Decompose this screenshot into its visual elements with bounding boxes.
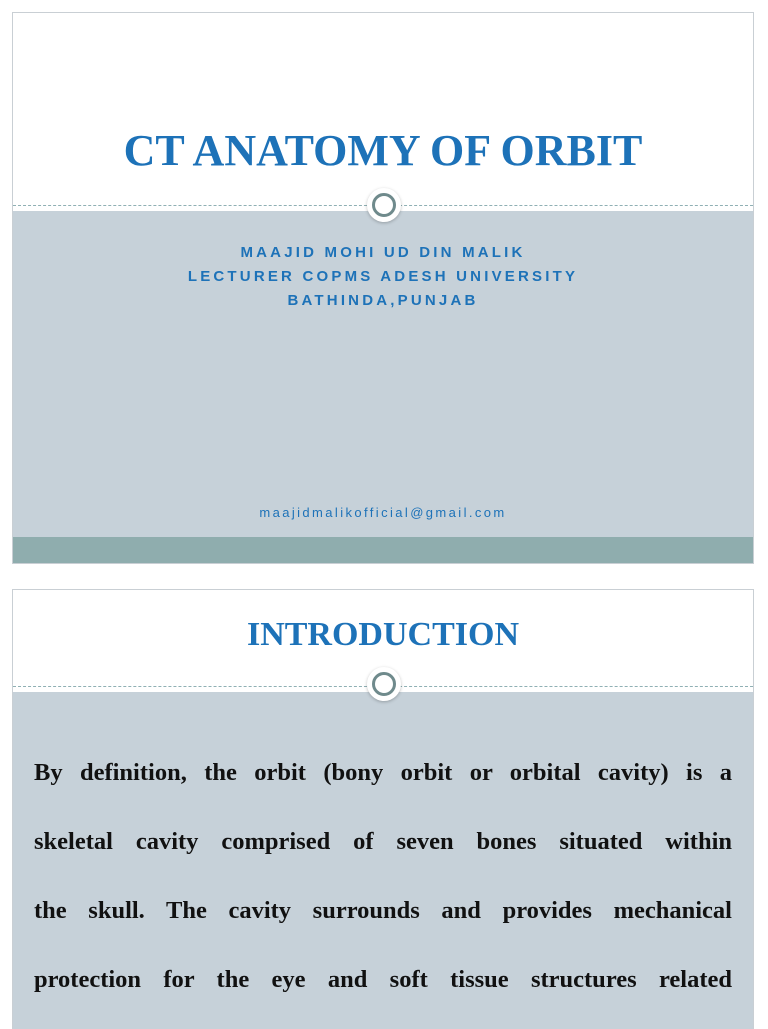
author-name: MAAJID MOHI UD DIN MALIK	[240, 244, 526, 261]
paragraph-line: protection for the eye and soft tissue structures related	[34, 966, 732, 993]
author-email: maajidmalikofficial@gmail.com	[259, 505, 507, 520]
ring-icon	[372, 672, 396, 696]
footer-band	[13, 537, 753, 564]
circle-ornament-icon	[367, 188, 401, 222]
paragraph-line: skeletal cavity comprised of seven bones situated within	[34, 828, 732, 855]
introduction-slide	[12, 589, 754, 1029]
slide-title: CT ANATOMY OF ORBIT	[123, 126, 643, 175]
slide-header-area	[13, 13, 753, 205]
ring-icon	[372, 193, 396, 217]
author-position: LECTURER COPMS ADESH UNIVERSITY	[187, 268, 579, 285]
slide-title: INTRODUCTION	[246, 616, 520, 653]
paragraph-line: By definition, the orbit (bony orbit or orbital cavity) is a	[34, 759, 732, 786]
title-slide	[12, 12, 754, 564]
author-block	[13, 241, 753, 313]
circle-ornament-icon	[367, 667, 401, 701]
author-location: BATHINDA,PUNJAB	[287, 292, 479, 309]
paragraph-line: the skull. The cavity surrounds and provides mechanical	[34, 897, 732, 924]
introduction-paragraph	[34, 738, 732, 1014]
